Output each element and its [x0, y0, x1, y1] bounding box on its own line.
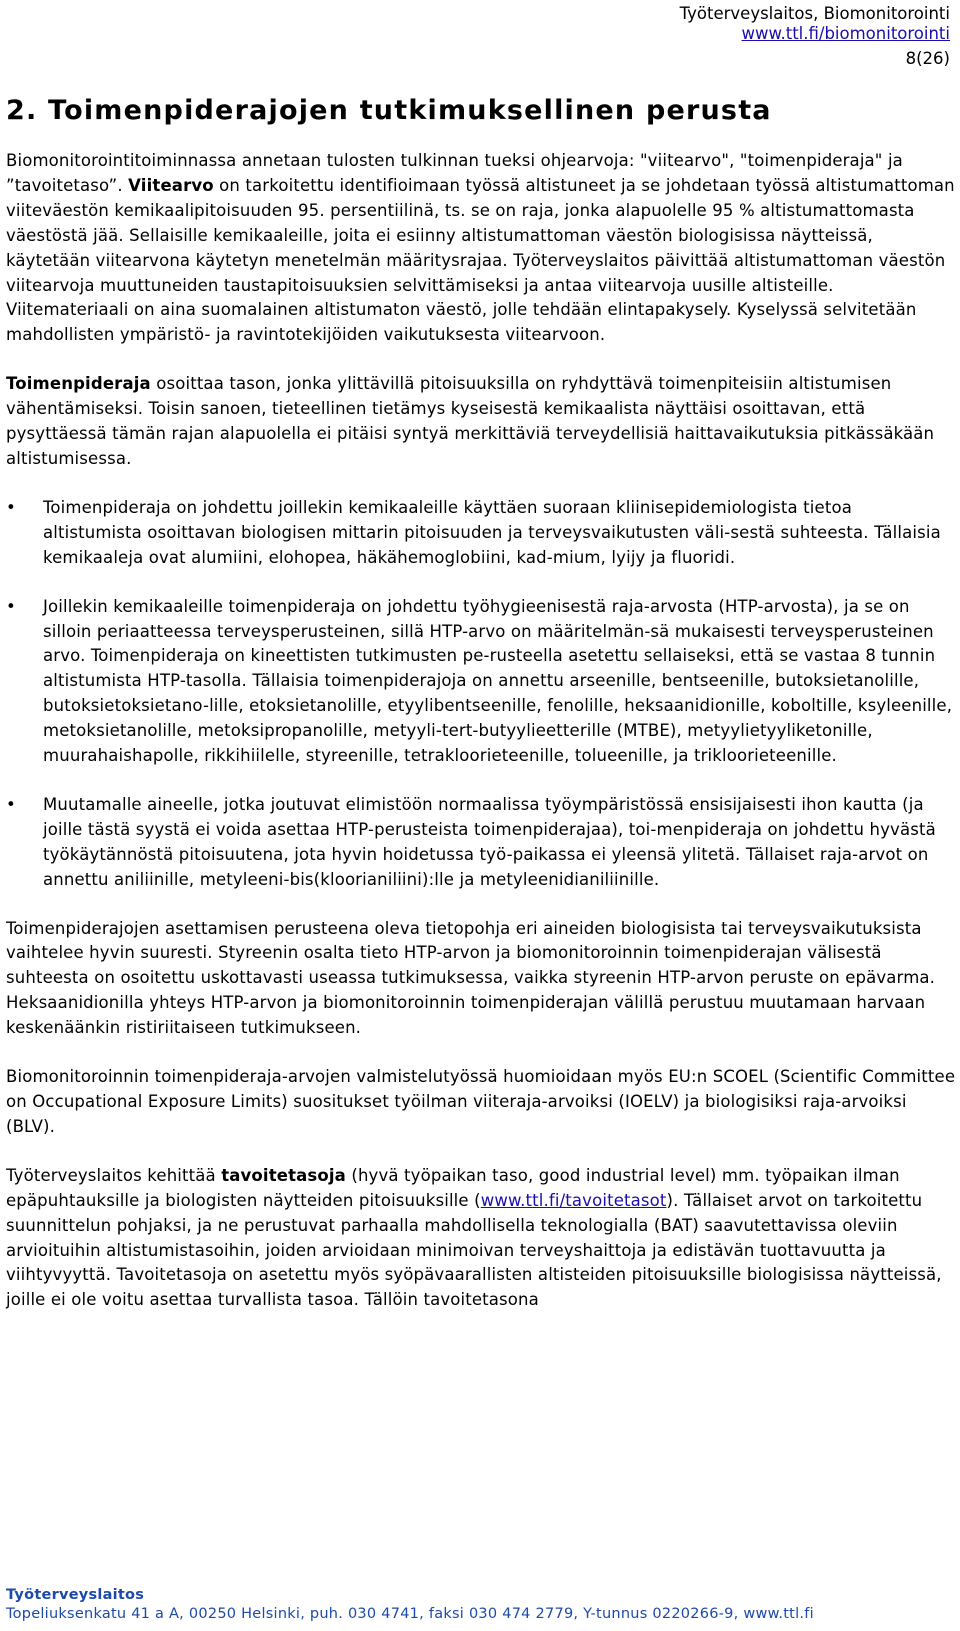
paragraph-text: on tarkoitettu identifioimaan työssä altistuneet ja se johdetaan työssä altistumattoman viiteväestön kemikaalipitoisuuden 95. persentiilinä, ts. se on raja, jonka alapuolelle 95 % altistumattomasta väestöstä jää. Sellaisille kemikaaleille, joita ei esiinny altistumattoman väestön biologisissa näytteissä, käytetään viitearvona käytetyn menetelmän määritysrajaa. Työterveyslaitos päivittää altistumattoman väestön viitearvoja muuttuneiden taustapitoisuuksien selvittämiseksi ja antaa viitearvoja uusille altisteille. Viitemateriaali on aina suomalainen altistumaton väestö, jolle tehdään elintapakysely. Kyselyssä selvitetään mahdollisten ympäristö- ja ravintotekijöiden vaikutuksesta viitearvoon. — [6, 175, 955, 345]
term-tavoitetasoja: tavoitetasoja — [221, 1165, 346, 1185]
paragraph-viitearvo — [6, 149, 956, 348]
page-footer — [6, 1586, 814, 1623]
list-item — [6, 496, 956, 571]
tavoitetasot-link[interactable]: www.ttl.fi/tavoitetasot — [480, 1190, 667, 1210]
body-content — [6, 149, 956, 1337]
list-item — [6, 595, 956, 769]
list-item-text: Toimenpideraja on johdettu joillekin kemikaaleille käyttäen suoraan kliinisepidemiologista tietoa altistumista osoittavan biologisen mittarin pitoisuuden ja terveysvaikutusten väli-sestä suhteesta. Tällaisia kemikaaleja ovat alumiini, elohopea, häkähemoglobiini, kad-mium, lyijy ja fluoridi. — [43, 497, 941, 567]
term-toimenpideraja: Toimenpideraja — [6, 374, 151, 394]
paragraph-tietopohja: Toimenpiderajojen asettamisen perusteena oleva tietopohja eri aineiden biologisista tai terveysvaikutuksista vaihtelee hyvin suuresti. Styreenin osalta tieto HTP-arvon ja biomonitoroinnin toimenpiderajan välisestä suhteesta on osoitettu uskottavasti useassa tutkimuksessa, vaikka styreenin HTP-arvon peruste on epävarma. Heksaanidionilla yhteys HTP-arvon ja biomonitoroinnin toimenpiderajan välillä perustuu muutamaan harvaan keskenäänkin ristiriitaiseen tutkimukseen. — [6, 918, 936, 1038]
page-number: 8(26) — [905, 49, 950, 68]
list-item-text: Muutamalle aineelle, jotka joutuvat elimistöön normaalissa työympäristössä ensisijaisesti ihon kautta (ja joille tästä syystä ei voida asettaa HTP-perusteista toimenpiderajaa), toi-menpideraja on johdettu hyvästä työkäytännöstä pitoisuutena, jota hyvin hoidetussa työ-paikassa ei yleensä ylitetä. Tällaiset raja-arvot on annettu aniliinille, metyleeni-bis(kloorianiliini):lle ja metyleenidianiliinille. — [43, 794, 936, 889]
paragraph-toimenpideraja — [6, 372, 956, 472]
bullet-icon: • — [6, 794, 16, 814]
bullet-icon: • — [6, 596, 16, 616]
footer-org: Työterveyslaitos — [6, 1587, 145, 1603]
list-item-text: Joillekin kemikaaleille toimenpideraja on johdettu työhygieenisestä raja-arvosta (HTP-arvosta), ja se on silloin periaatteessa terveysperusteinen, sillä HTP-arvo on määritelmän-sä mukaisesti terveysperusteinen arvo. Toimenpideraja on kineettisten tutkimusten pe-rusteella asetettu sellaiseksi, että se vastaa 8 tunnin altistumista HTP-tasolla. Tällaisia toimenpiderajoja on annettu arseenille, bentseenille, butoksietanolille, butoksietoksietano-lille, etoksietanolille, etyylibentseenille, fenolille, heksaanidionille, koboltille, ksyleenille, metoksietanolille, metoksipropanolille, metyyli-tert-butyylieetterille (MTBE), metyylietyyliketonille, muurahaishapolle, rikkihiilelle, styreenille, tetrakloorieteenille, tolueenille, ja trikloorieteenille. — [43, 596, 953, 766]
paragraph-text: osoittaa tason, jonka ylittävillä pitoisuuksilla on ryhdyttävä toimenpiteisiin altistumisen vähentämiseksi. Toisin sanoen, tieteellinen tietämys kyseisestä kemikaalista näyttäisi osoittavan, että pysyttäessä tämän rajan alapuolella ei pitäisi syntyä merkittäviä terveydellisiä haittavaikutuksia pitkässäkään altistumisessa. — [6, 374, 935, 468]
bullet-list — [6, 496, 956, 893]
paragraph-text: Työterveyslaitos kehittää — [6, 1165, 222, 1185]
bullet-icon: • — [6, 497, 16, 517]
paragraph-tavoitetasot — [6, 1164, 956, 1313]
paragraph-text: ). Tällaiset arvot on tarkoitettu suunnittelun pohjaksi, ja ne perustuvat parhaalla mahdollisella teknologialla (BAT) saavutettavissa oleviin arvioituihin altistumistasoihin, joiden arvioidaan minimoivan terveyshaittoja ja edistävän tuottavuutta ja viihtyvyyttä. Tavoitetasoja on asetettu myös syöpävaarallisten altisteiden pitoisuuksille biologisissa näytteissä, joille ei ole voitu asettaa turvallista tasoa. Tällöin tavoitetasona — [6, 1190, 942, 1310]
paragraph-text: (hyvä työpaikan taso, good industrial level) mm. työpaikan ilman epäpuhtauksille ja biologisten näytteiden pitoisuuksille ( — [6, 1165, 900, 1210]
term-viitearvo: Viitearvo — [128, 175, 214, 195]
header-url-link[interactable]: www.ttl.fi/biomonitorointi — [741, 24, 950, 43]
paragraph-text: Biomonitorointitoiminnassa annetaan tulosten tulkinnan tueksi ohjearvoja: "viitearvo", "toimenpideraja" ja ”tavoitetaso”. — [6, 151, 903, 195]
section-heading: 2. Toimenpiderajojen tutkimuksellinen perusta — [6, 95, 772, 126]
list-item — [6, 793, 956, 893]
footer-address: Topeliuksenkatu 41 a A, 00250 Helsinki, puh. 030 4741, faksi 030 474 2779, Y-tunnus 0220266-9, www.ttl.fi — [6, 1605, 814, 1622]
page-header — [680, 4, 950, 69]
header-org-title: Työterveyslaitos, Biomonitorointi — [679, 4, 950, 23]
paragraph-scoel: Biomonitoroinnin toimenpideraja-arvojen valmistelutyössä huomioidaan myös EU:n SCOEL (Scientific Committee on Occupational Exposure Limits) suositukset työilman viiteraja-arvoiksi (IOELV) ja biologisiksi raja-arvoiksi (BLV). — [6, 1067, 956, 1136]
